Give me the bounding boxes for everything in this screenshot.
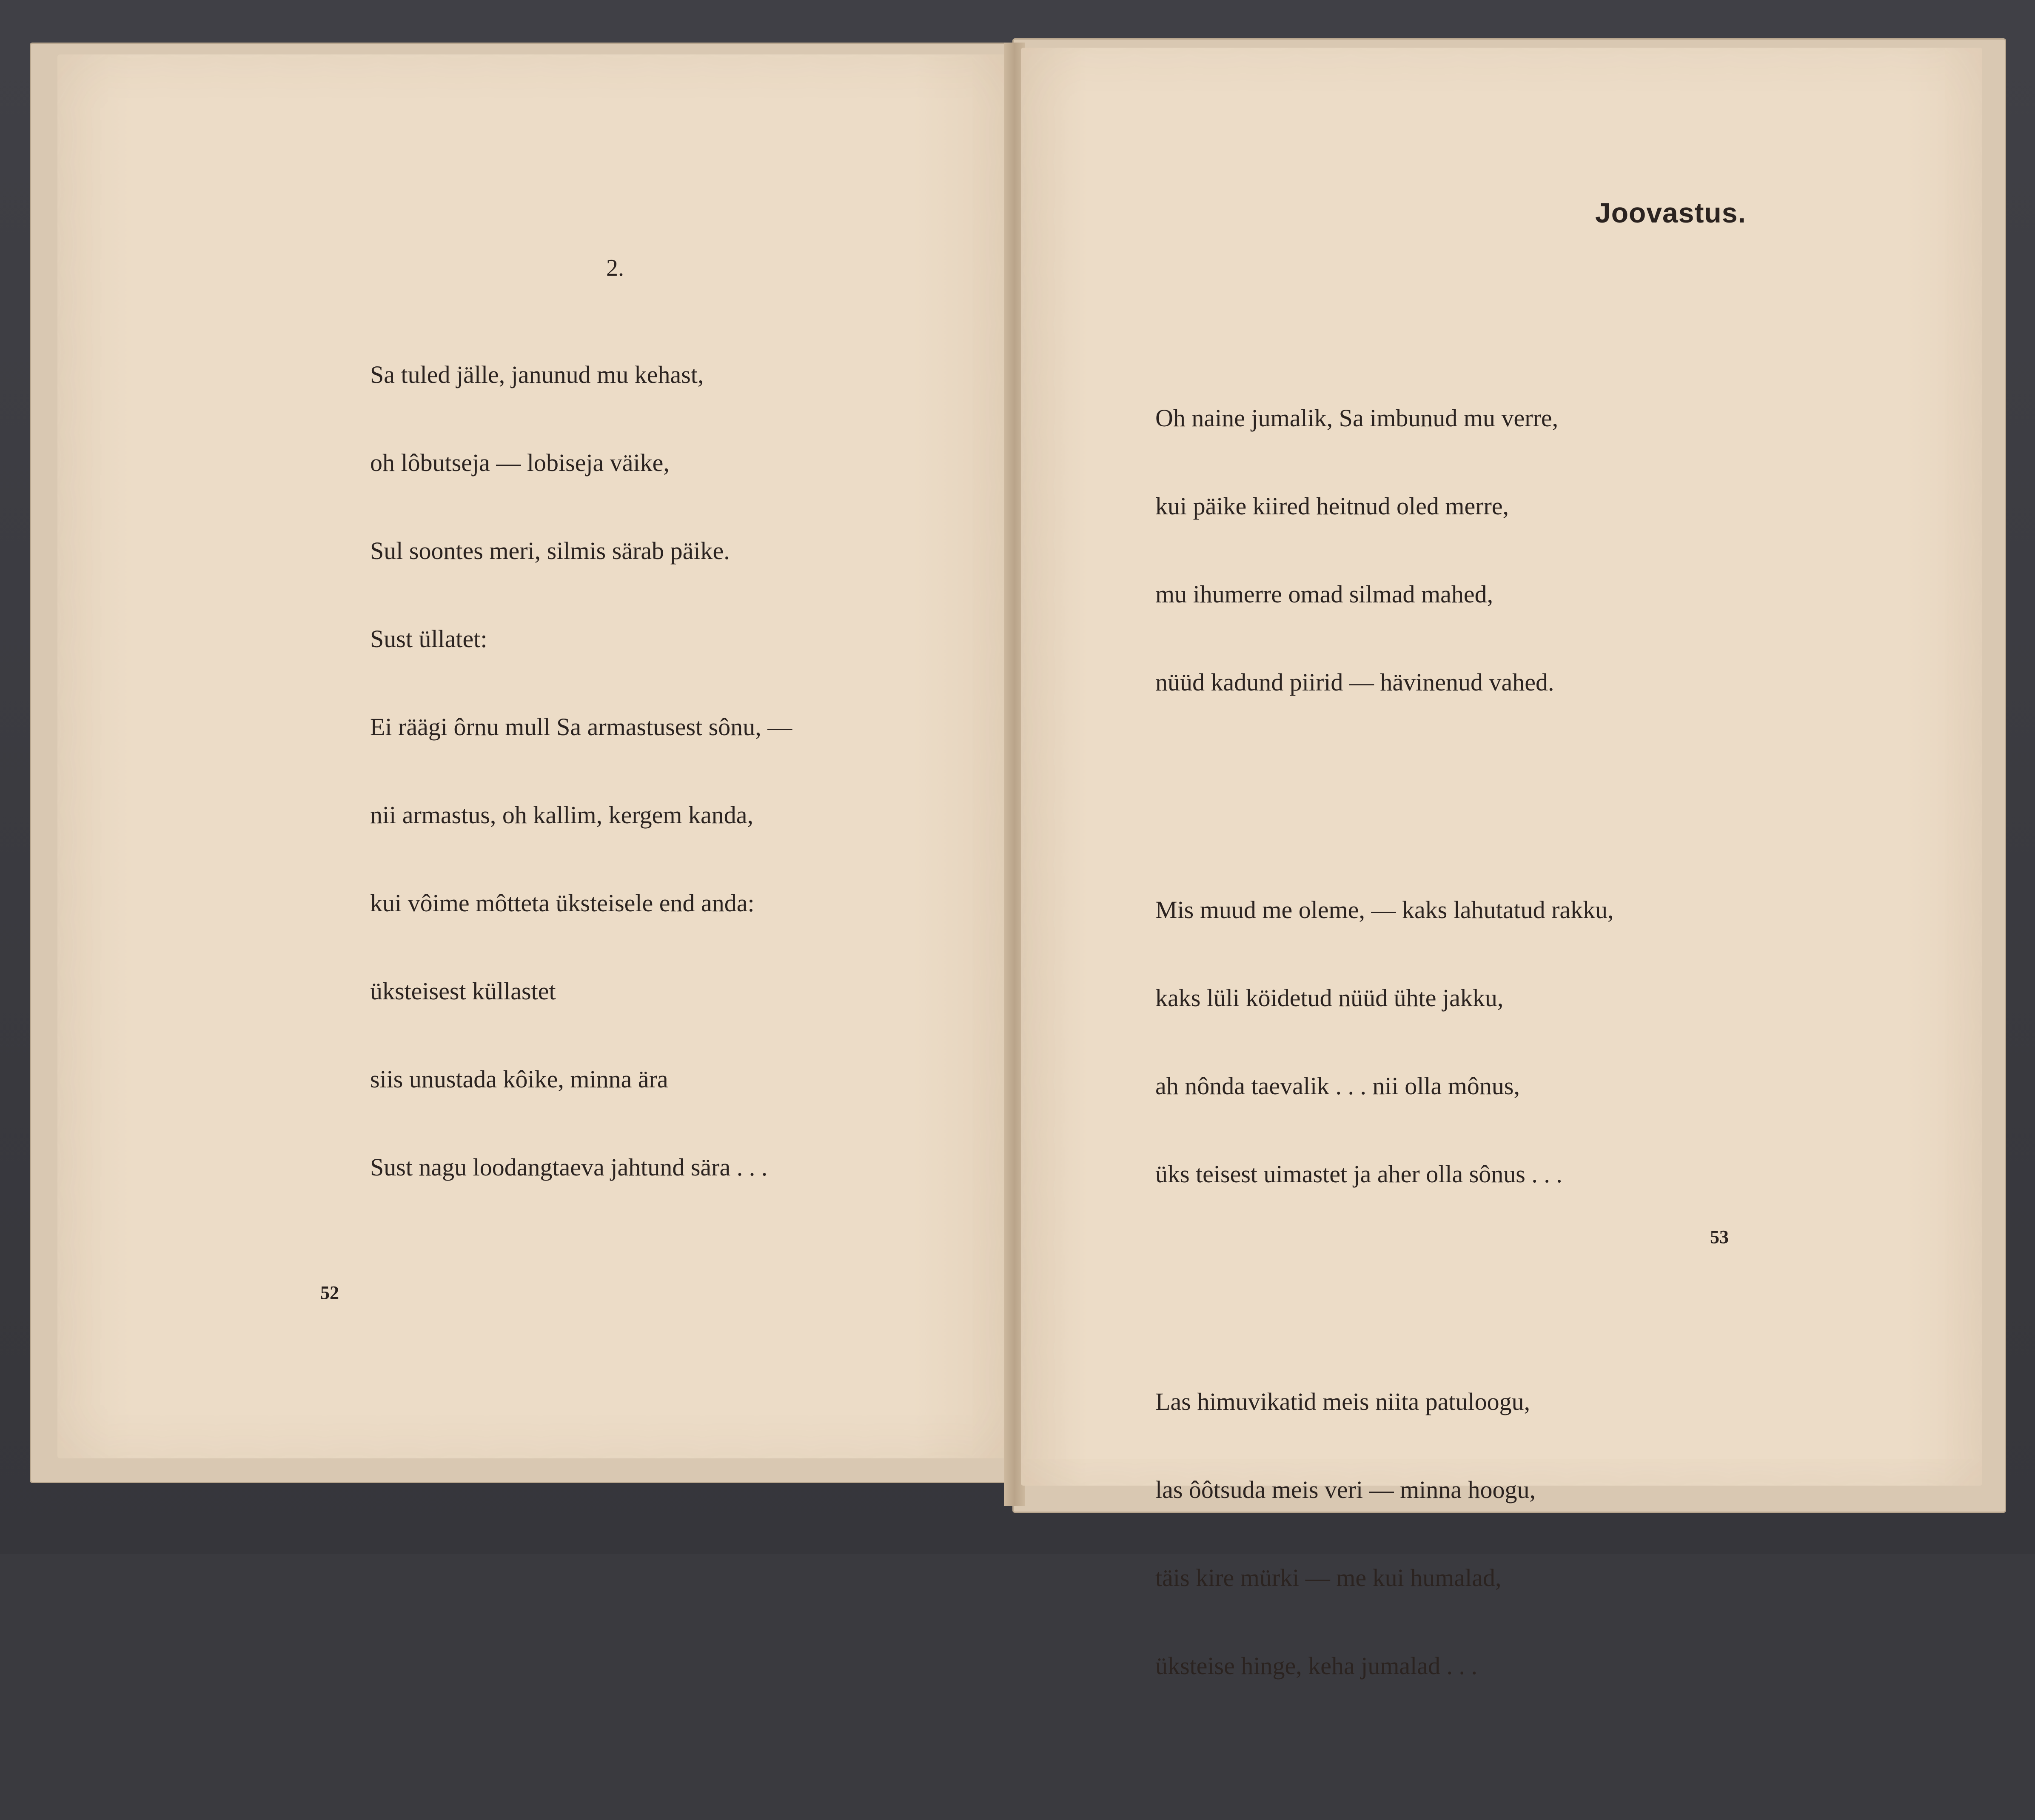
poem-line: üksteise hinge, keha jumalad . . . — [1155, 1652, 1478, 1680]
stanza — [1155, 345, 1614, 756]
poem-line: ah nônda taevalik . . . nii olla mônus, — [1155, 1072, 1520, 1100]
poem-line: täis kire mürki — me kui humalad, — [1155, 1564, 1502, 1592]
poem-line: Sa tuled jälle, janunud mu kehast, — [370, 361, 704, 388]
poem-line: oh lôbutseja — lobiseja väike, — [370, 449, 670, 476]
right-poem — [1155, 286, 1614, 1820]
stanza — [1155, 836, 1614, 1247]
poem-line: nii armastus, oh kallim, kergem kanda, — [370, 801, 753, 829]
poem-line: Ei räägi ôrnu mull Sa armastusest sônu, — — [370, 713, 792, 741]
poem-line: nüüd kadund piirid — hävinenud vahed. — [1155, 668, 1554, 696]
page-number-left: 52 — [320, 1282, 339, 1303]
poem-line: Sul soontes meri, silmis särab päike. — [370, 537, 730, 565]
poem-line: las ôôtsuda meis veri — minna hoogu, — [1155, 1476, 1536, 1503]
stanza — [1155, 1328, 1614, 1739]
poem-line: üksteisest küllastet — [370, 977, 556, 1005]
poem-line: Sust nagu loodangtaeva jahtund sära . . . — [370, 1153, 768, 1181]
poem-line: Las himuvikatid meis niita patuloogu, — [1155, 1388, 1531, 1415]
poem-line: mu ihumerre omad silmad mahed, — [1155, 580, 1493, 608]
poem-line: Mis muud me oleme, — kaks lahutatud rakku, — [1155, 896, 1614, 924]
poem-line: üks teisest uimastet ja aher olla sônus . . . — [1155, 1160, 1562, 1188]
right-page — [1021, 48, 1982, 1680]
poem-line: kui vôime môtteta üksteisele end anda: — [370, 889, 755, 917]
poem-line: Sust üllatet: — [370, 625, 487, 653]
page-number-right: 53 — [1710, 1227, 1729, 1247]
left-poem — [370, 301, 792, 1241]
left-page — [57, 54, 1008, 1458]
poem-title: Joovastus. — [1595, 197, 1746, 228]
poem-line: kui päike kiired heitnud oled merre, — [1155, 492, 1509, 520]
poem-line: Oh naine jumalik, Sa imbunud mu verre, — [1155, 404, 1559, 432]
poem-line: kaks lüli köidetud nüüd ühte jakku, — [1155, 984, 1504, 1012]
poem-line: siis unustada kôike, minna ära — [370, 1065, 668, 1093]
section-number: 2. — [606, 255, 624, 281]
